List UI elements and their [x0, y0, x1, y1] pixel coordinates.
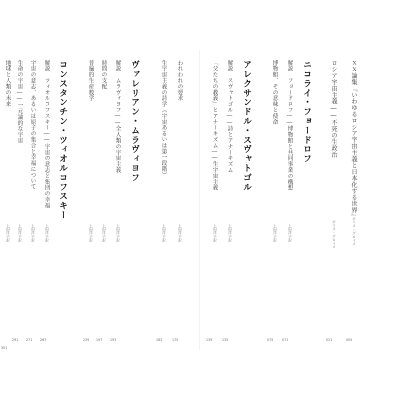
toc-page-number: 193 [110, 338, 117, 342]
toc-page-number: 005 [346, 338, 353, 342]
toc-section-heading: アレクサンドル・スヴャトゴル [241, 60, 252, 192]
toc-entry-author: 上田洋子訳 [212, 224, 217, 242]
toc-entry-title: 解説 フョードロフ――博物館と共同事業の構想 [286, 60, 293, 191]
toc-section-heading: ニコライ・フョードロフ [301, 60, 312, 164]
toc-entry-title: 解説 スヴャトゴル――詩とアナーキズム [226, 60, 233, 174]
toc-entry-title: ロシア宇宙主義――不死の生政治 [330, 60, 337, 158]
toc-entry-title: 「父たちの教義」とアナーキズム――生宇宙主義 [211, 60, 218, 191]
toc-entry-author: 上田洋子訳 [88, 224, 93, 242]
toc-page-number: 175 [172, 338, 179, 342]
toc-entry-title: 解説 ツィオルコフスキー――宇宙の意志と集団の幸福 [43, 60, 50, 209]
toc-entry-author: ボリス・グロイス [351, 217, 356, 246]
toc-entry-author: 上田洋子訳 [17, 224, 22, 242]
toc-page-number: 071 [282, 338, 289, 342]
toc-page-number: 271 [26, 338, 33, 342]
toc-page-number: 301 [1, 346, 8, 350]
toc-entry-title: われわれの要求 [176, 60, 183, 102]
toc-entry-author: 上田洋子訳 [101, 224, 106, 242]
toc-entry-title: 生宇宙主義の詩学（宇宙あるいは第一段階） [160, 60, 167, 178]
toc-page-number: 135 [222, 338, 229, 342]
toc-entry-author: 上田洋子訳 [115, 224, 120, 242]
toc-page-number: 075 [267, 338, 274, 342]
toc-entry-author: 上田洋子訳 [161, 224, 166, 242]
toc-page-number: 183 [156, 338, 163, 342]
page-gutter [199, 50, 200, 350]
toc-entry-author: 上田洋子訳 [5, 224, 10, 242]
toc-entry-title: 時間の支配 [100, 60, 107, 90]
toc-page-number: 291 [12, 338, 19, 342]
toc-page-number: 267 [40, 338, 47, 342]
toc-page-number: 139 [206, 338, 213, 342]
toc-entry-title: ｘｘ論集『いわゆるロシア宇宙主義と日本化する世界』 [350, 60, 357, 220]
toc-entry-author: 上田洋子訳 [44, 224, 49, 242]
toc-entry-author: 上田洋子訳 [30, 224, 35, 242]
toc-entry-title: 解説 ムラヴィヨフ――全人類の宇宙主義 [114, 60, 121, 174]
toc-page-number: 235 [83, 338, 90, 342]
toc-entry-author: 上田洋子訳 [287, 224, 292, 242]
toc-entry-author: 上田洋子訳 [272, 224, 277, 242]
toc-page-number: 021 [326, 338, 333, 342]
toc-page-number: 197 [96, 338, 103, 342]
toc-section-heading: コンスタンチン・ツィオルコフスキー [57, 60, 68, 220]
toc-section-heading: ヴァレリアン・ムラヴィヨフ [129, 60, 140, 183]
toc-entry-author: ボリス・グロイス [331, 220, 336, 249]
toc-entry-title: 地球と人類の未来 [4, 60, 11, 108]
toc-entry-title: 生命の宇宙――一元論的な宇宙 [16, 60, 23, 144]
toc-entry-author: 上田洋子訳 [227, 224, 232, 242]
toc-entry-title: 普遍的生産数学 [87, 60, 94, 102]
toc-entry-title: 博物館、その意味と使命 [271, 60, 278, 125]
toc-entry-title: 宇宙の意志、あるいは原子の集合と幸福について [29, 60, 36, 190]
toc-entry-author: 上田洋子訳 [177, 224, 182, 242]
